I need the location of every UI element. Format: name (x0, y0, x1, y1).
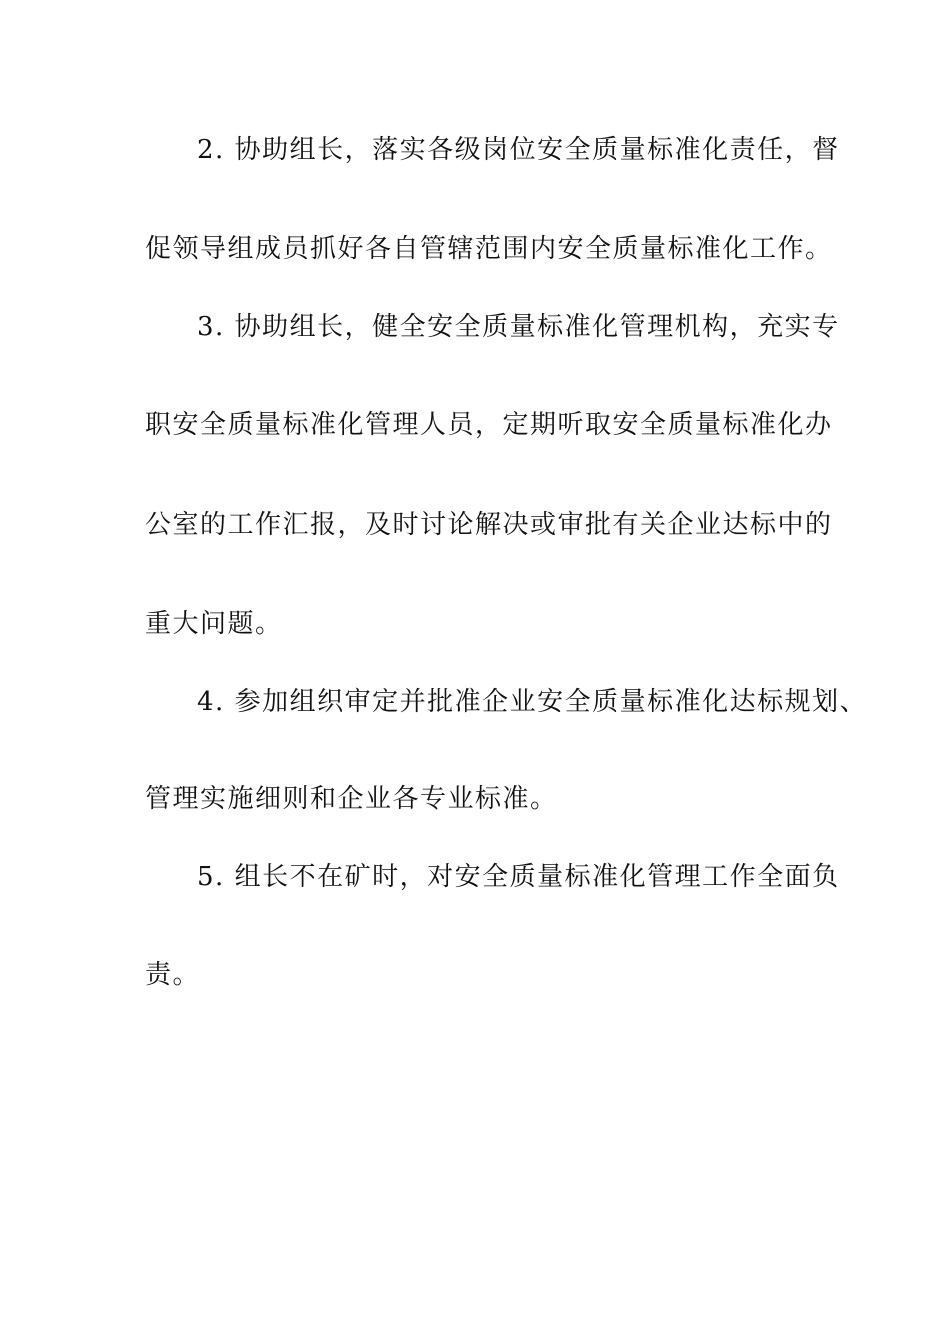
item-3-line-2: 职安全质量标准化管理人员，定期听取安全质量标准化办 (145, 410, 833, 440)
item-5-line-1: 5. 组长不在矿时，对安全质量标准化管理工作全面负 (197, 862, 840, 892)
item-2-line-2: 促领导组成员抓好各自管辖范围内安全质量标准化工作。 (145, 234, 833, 264)
item-3-line-4: 重大问题。 (145, 609, 283, 639)
item-2-line-1: 2. 协助组长，落实各级岗位安全质量标准化责任，督 (197, 135, 840, 165)
item-3-line-1: 3. 协助组长，健全安全质量标准化管理机构，充实专 (197, 312, 840, 342)
item-4-line-1: 4. 参加组织审定并批准企业安全质量标准化达标规划、 (197, 687, 868, 717)
item-5-line-2: 责。 (145, 960, 201, 990)
item-3-line-3: 公室的工作汇报，及时讨论解决或审批有关企业达标中的 (145, 510, 833, 540)
item-4-line-2: 管理实施细则和企业各专业标准。 (145, 784, 558, 814)
